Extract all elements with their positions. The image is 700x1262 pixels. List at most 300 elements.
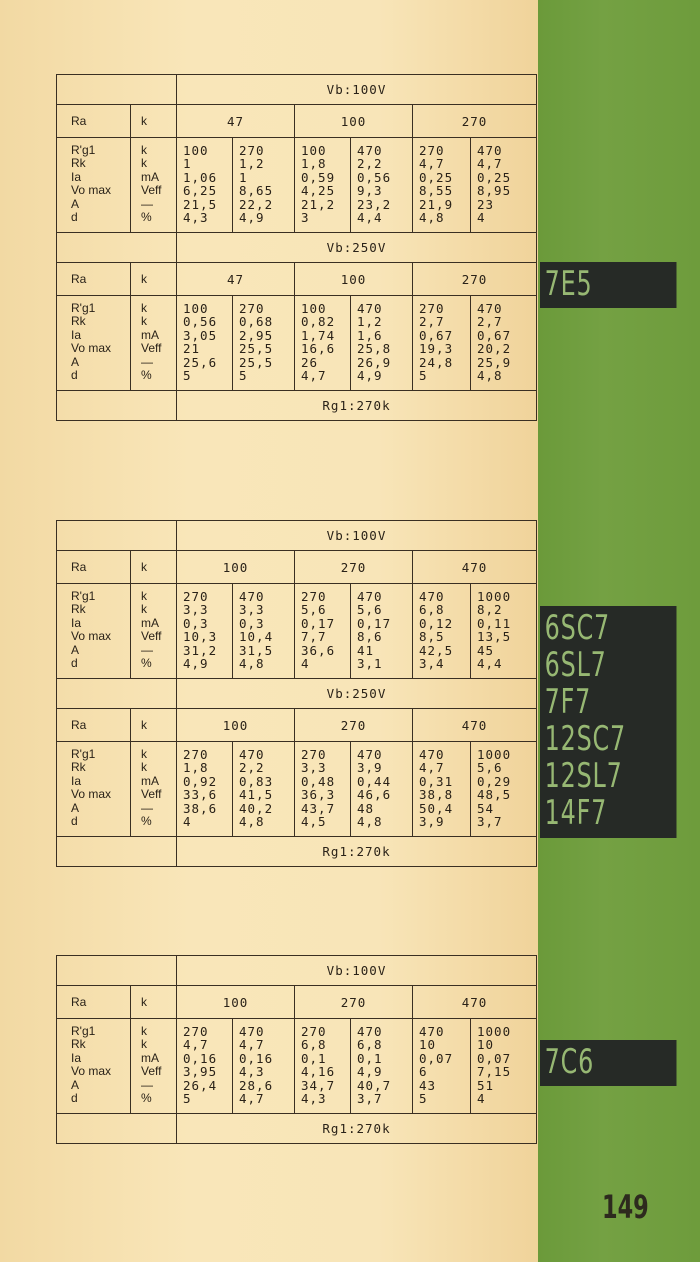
value-cell: 6,8 (357, 1037, 383, 1053)
parameter-unit: k (141, 1037, 147, 1052)
value-cell: 0,1 (357, 1050, 383, 1066)
value-cell: 100 (301, 143, 327, 158)
value-cell: 1,74 (301, 327, 336, 343)
value-column (295, 742, 351, 837)
value-cell: 25,8 (357, 341, 392, 357)
value-cell: 38,8 (419, 787, 454, 803)
value-cell: 0,17 (301, 615, 336, 631)
value-cell: 470 (239, 1024, 265, 1039)
k-unit-label: k (131, 551, 177, 584)
value-cell: 0,59 (301, 169, 336, 185)
parameter-units (131, 584, 177, 679)
parameter-unit: k (141, 143, 147, 157)
tube-type-label: 14F7 (544, 793, 608, 833)
ra-value-header: 470 (413, 709, 537, 742)
value-cell: 3,3 (301, 760, 327, 776)
supply-voltage-header: Vb:100V (177, 956, 537, 986)
parameter-unit: mA (141, 169, 159, 184)
value-cell: 470 (357, 301, 383, 316)
grid-resistor-footer: Rg1:270k (177, 391, 537, 421)
parameter-unit: mA (141, 327, 159, 342)
value-cell: 4,9 (239, 210, 265, 226)
value-cell: 4,9 (357, 368, 383, 384)
parameter-label: Ia (71, 1050, 82, 1065)
value-column (233, 584, 295, 679)
parameter-label: R'g1 (71, 1024, 96, 1038)
value-cell: 10,4 (239, 629, 274, 645)
value-cell: 10,3 (183, 629, 218, 645)
value-cell: 470 (357, 1024, 383, 1039)
ra-value-header: 47 (177, 263, 295, 296)
value-cell: 8,2 (477, 602, 503, 618)
value-cell: 40,2 (239, 800, 274, 816)
value-cell: 4,8 (419, 210, 445, 226)
k-unit-label: k (131, 263, 177, 296)
value-cell: 0,25 (419, 169, 454, 185)
value-column (413, 138, 471, 233)
ra-value-header: 270 (295, 551, 413, 584)
value-column (295, 138, 351, 233)
parameter-label: d (71, 368, 78, 383)
value-cell: 34,7 (301, 1077, 336, 1093)
value-cell: 3,3 (183, 602, 209, 618)
value-cell: 36,3 (301, 787, 336, 803)
parameter-unit: mA (141, 1050, 159, 1065)
parameter-unit: k (141, 1024, 147, 1038)
value-cell: 23 (477, 196, 495, 212)
value-cell: 25,5 (239, 354, 274, 370)
tube-type-label: 7E5 (544, 264, 593, 304)
value-cell: 41 (357, 642, 375, 658)
parameter-unit: Veff (141, 629, 162, 644)
parameter-unit: k (141, 747, 147, 761)
parameter-unit: k (141, 760, 147, 775)
value-cell: 3,9 (357, 760, 383, 776)
value-cell: 470 (419, 747, 445, 762)
value-column (177, 138, 233, 233)
value-column (177, 1019, 233, 1114)
parameter-label: Rk (71, 760, 86, 775)
value-cell: 36,6 (301, 642, 336, 658)
value-cell: 46,6 (357, 787, 392, 803)
parameter-label: Ia (71, 327, 82, 342)
parameter-unit: — (141, 196, 153, 211)
value-cell: 33,6 (183, 787, 218, 803)
value-cell: 4 (477, 1091, 486, 1107)
k-unit-label: k (131, 986, 177, 1019)
value-cell: 8,6 (357, 629, 383, 645)
value-cell: 51 (477, 1077, 495, 1093)
value-cell: 470 (357, 143, 383, 158)
value-column (233, 1019, 295, 1114)
value-column (471, 138, 537, 233)
supply-voltage-header: Vb:250V (177, 679, 537, 709)
value-cell: 270 (419, 301, 445, 316)
parameter-unit: k (141, 589, 147, 603)
value-cell: 0,11 (477, 615, 512, 631)
value-cell: 3,7 (477, 814, 503, 830)
value-cell: 1,8 (301, 156, 327, 172)
parameter-unit: % (141, 210, 152, 225)
parameter-labels (57, 1019, 131, 1114)
ra-value-header: 270 (413, 263, 537, 296)
value-cell: 5,6 (477, 760, 503, 776)
tube-type-label: 6SL7 (544, 645, 607, 685)
value-cell: 4,8 (477, 368, 503, 384)
value-cell: 270 (419, 143, 445, 158)
value-cell: 1,8 (183, 760, 209, 776)
value-cell: 25,6 (183, 354, 218, 370)
value-cell: 21,9 (419, 196, 454, 212)
value-cell: 1 (239, 169, 248, 185)
value-cell: 0,83 (239, 773, 274, 789)
tube-type-label: 12SL7 (544, 756, 623, 796)
ra-value-header: 100 (177, 709, 295, 742)
parameter-label: Ia (71, 773, 82, 788)
value-cell: 0,07 (419, 1050, 454, 1066)
parameter-labels (57, 296, 131, 391)
parameter-label: d (71, 814, 78, 829)
value-cell: 0,67 (419, 327, 454, 343)
value-column (413, 1019, 471, 1114)
parameter-label: A (71, 800, 80, 815)
value-cell: 270 (301, 589, 327, 604)
parameter-label: Vo max (71, 1064, 112, 1079)
value-cell: 0,16 (239, 1050, 274, 1066)
value-cell: 3,05 (183, 327, 218, 343)
supply-voltage-header: Vb:100V (177, 75, 537, 105)
value-cell: 1,06 (183, 169, 218, 185)
value-cell: 470 (477, 143, 503, 158)
k-unit-label: k (131, 709, 177, 742)
value-cell: 41,5 (239, 787, 274, 803)
value-cell: 10 (477, 1037, 495, 1053)
parameter-unit: — (141, 800, 153, 815)
ra-label: Ra (57, 105, 131, 138)
parameter-unit: k (141, 156, 147, 171)
parameter-units (131, 138, 177, 233)
ra-label: Ra (57, 263, 131, 296)
value-cell: 42,5 (419, 642, 454, 658)
parameter-label: Ia (71, 169, 82, 184)
value-column (471, 742, 537, 837)
ra-label: Ra (57, 986, 131, 1019)
value-cell: 2,7 (419, 314, 445, 330)
value-cell: 5 (183, 368, 192, 384)
value-cell: 21 (183, 341, 201, 357)
value-cell: 6,25 (183, 183, 218, 199)
value-column (295, 1019, 351, 1114)
parameter-label: R'g1 (71, 301, 96, 315)
value-cell: 50,4 (419, 800, 454, 816)
ra-value-header: 100 (295, 263, 413, 296)
value-cell: 38,6 (183, 800, 218, 816)
value-cell: 4,7 (239, 1037, 265, 1053)
value-cell: 470 (357, 747, 383, 762)
ra-value-header: 100 (295, 105, 413, 138)
parameter-label: Vo max (71, 629, 112, 644)
value-cell: 26,9 (357, 354, 392, 370)
value-cell: 4 (477, 210, 486, 226)
tube-data-table (56, 520, 537, 867)
parameter-labels (57, 742, 131, 837)
value-cell: 0,56 (357, 169, 392, 185)
value-column (471, 1019, 537, 1114)
value-cell: 0,44 (357, 773, 392, 789)
value-cell: 4,7 (419, 760, 445, 776)
value-cell: 4,8 (239, 656, 265, 672)
parameter-unit: % (141, 814, 152, 829)
value-cell: 3,9 (419, 814, 445, 830)
value-cell: 270 (239, 143, 265, 158)
value-cell: 4,3 (183, 210, 209, 226)
value-cell: 3,4 (419, 656, 445, 672)
value-cell: 4 (183, 814, 192, 830)
value-cell: 1,2 (357, 314, 383, 330)
tube-type-label: 12SC7 (544, 719, 626, 759)
parameter-label: Ia (71, 615, 82, 630)
value-column (177, 742, 233, 837)
parameter-units (131, 742, 177, 837)
value-cell: 1000 (477, 589, 512, 604)
value-cell: 0,67 (477, 327, 512, 343)
tube-type-label: 6SC7 (544, 608, 610, 648)
parameter-label: R'g1 (71, 747, 96, 761)
value-column (351, 584, 413, 679)
value-cell: 270 (183, 1024, 209, 1039)
ra-value-header: 100 (177, 551, 295, 584)
value-cell: 26,4 (183, 1077, 218, 1093)
parameter-units (131, 296, 177, 391)
value-cell: 1000 (477, 1024, 512, 1039)
value-cell: 0,29 (477, 773, 512, 789)
value-cell: 4,4 (477, 656, 503, 672)
value-cell: 22,2 (239, 196, 274, 212)
parameter-unit: — (141, 354, 153, 369)
value-cell: 45 (477, 642, 495, 658)
value-cell: 31,5 (239, 642, 274, 658)
tube-tab-7c6 (540, 1040, 677, 1086)
value-cell: 7,15 (477, 1064, 512, 1080)
value-cell: 470 (357, 589, 383, 604)
value-cell: 3,95 (183, 1064, 218, 1080)
value-column (413, 742, 471, 837)
parameter-unit: mA (141, 615, 159, 630)
parameter-label: A (71, 354, 80, 369)
value-column (295, 584, 351, 679)
parameter-unit: — (141, 642, 153, 657)
parameter-unit: Veff (141, 341, 162, 356)
parameter-label: R'g1 (71, 143, 96, 157)
parameter-unit: Veff (141, 1064, 162, 1079)
value-cell: 4,7 (419, 156, 445, 172)
value-cell: 470 (419, 1024, 445, 1039)
value-cell: 4,8 (239, 814, 265, 830)
value-cell: 8,55 (419, 183, 454, 199)
value-cell: 3,3 (239, 602, 265, 618)
value-cell: 28,6 (239, 1077, 274, 1093)
value-cell: 4,16 (301, 1064, 336, 1080)
value-column (177, 584, 233, 679)
value-cell: 2,95 (239, 327, 274, 343)
value-cell: 6,8 (419, 602, 445, 618)
value-column (351, 296, 413, 391)
value-cell: 48,5 (477, 787, 512, 803)
value-cell: 54 (477, 800, 495, 816)
value-column (295, 296, 351, 391)
parameter-label: A (71, 642, 80, 657)
value-cell: 470 (419, 589, 445, 604)
value-cell: 0,31 (419, 773, 454, 789)
parameter-label: Rk (71, 602, 86, 617)
value-cell: 4,4 (357, 210, 383, 226)
value-cell: 6 (419, 1064, 428, 1080)
value-cell: 4,9 (357, 1064, 383, 1080)
value-cell: 3,7 (357, 1091, 383, 1107)
value-cell: 0,12 (419, 615, 454, 631)
value-cell: 4,7 (183, 1037, 209, 1053)
parameter-label: d (71, 656, 78, 671)
parameter-label: Rk (71, 156, 86, 171)
value-cell: 0,48 (301, 773, 336, 789)
value-cell: 0,16 (183, 1050, 218, 1066)
value-cell: 24,8 (419, 354, 454, 370)
value-cell: 10 (419, 1037, 437, 1053)
value-cell: 23,2 (357, 196, 392, 212)
value-cell: 48 (357, 800, 375, 816)
value-column (351, 1019, 413, 1114)
value-cell: 4,5 (301, 814, 327, 830)
ra-label: Ra (57, 551, 131, 584)
parameter-label: Rk (71, 1037, 86, 1052)
parameter-label: A (71, 1077, 80, 1092)
value-column (177, 296, 233, 391)
value-cell: 5 (419, 1091, 428, 1107)
value-cell: 5 (183, 1091, 192, 1107)
parameter-unit: — (141, 1077, 153, 1092)
value-cell: 40,7 (357, 1077, 392, 1093)
value-cell: 0,3 (183, 615, 209, 631)
value-column (233, 138, 295, 233)
ra-value-header: 47 (177, 105, 295, 138)
value-cell: 4,8 (357, 814, 383, 830)
grid-resistor-footer: Rg1:270k (177, 1114, 537, 1144)
value-cell: 1000 (477, 747, 512, 762)
value-column (471, 584, 537, 679)
value-cell: 0,92 (183, 773, 218, 789)
value-cell: 3,1 (357, 656, 383, 672)
parameter-unit: k (141, 301, 147, 315)
ra-label: Ra (57, 709, 131, 742)
ra-value-header: 100 (177, 986, 295, 1019)
value-cell: 0,82 (301, 314, 336, 330)
value-cell: 8,65 (239, 183, 274, 199)
value-column (413, 296, 471, 391)
value-cell: 5,6 (301, 602, 327, 618)
value-cell: 270 (183, 589, 209, 604)
value-cell: 21,2 (301, 196, 336, 212)
value-cell: 4 (301, 656, 310, 672)
parameter-label: Rk (71, 314, 86, 329)
value-cell: 4,3 (239, 1064, 265, 1080)
value-cell: 5,6 (357, 602, 383, 618)
value-cell: 20,2 (477, 341, 512, 357)
parameter-label: d (71, 1091, 78, 1106)
parameter-label: A (71, 196, 80, 211)
value-column (413, 584, 471, 679)
value-column (471, 296, 537, 391)
ra-value-header: 270 (413, 105, 537, 138)
parameter-label: Vo max (71, 787, 112, 802)
tube-type-label: 7C6 (544, 1042, 595, 1082)
value-cell: 9,3 (357, 183, 383, 199)
value-cell: 13,5 (477, 629, 512, 645)
parameter-unit: % (141, 1091, 152, 1106)
value-cell: 25,9 (477, 354, 512, 370)
value-cell: 21,5 (183, 196, 218, 212)
value-cell: 270 (183, 747, 209, 762)
parameter-unit: k (141, 602, 147, 617)
tube-data-table (56, 74, 537, 421)
parameter-labels (57, 138, 131, 233)
parameter-unit: k (141, 314, 147, 329)
value-cell: 0,3 (239, 615, 265, 631)
parameter-label: R'g1 (71, 589, 96, 603)
parameter-unit: mA (141, 773, 159, 788)
value-cell: 4,7 (477, 156, 503, 172)
value-cell: 16,6 (301, 341, 336, 357)
value-cell: 4,9 (183, 656, 209, 672)
value-cell: 1,2 (239, 156, 265, 172)
parameter-units (131, 1019, 177, 1114)
ra-value-header: 270 (295, 709, 413, 742)
value-column (233, 742, 295, 837)
parameter-label: Vo max (71, 183, 112, 198)
value-cell: 0,68 (239, 314, 274, 330)
value-cell: 270 (301, 1024, 327, 1039)
value-cell: 470 (239, 589, 265, 604)
value-cell: 470 (477, 301, 503, 316)
ra-value-header: 270 (295, 986, 413, 1019)
ra-value-header: 470 (413, 551, 537, 584)
value-cell: 4,25 (301, 183, 336, 199)
value-cell: 26 (301, 354, 319, 370)
parameter-unit: % (141, 368, 152, 383)
value-column (233, 296, 295, 391)
value-cell: 19,3 (419, 341, 454, 357)
value-cell: 0,1 (301, 1050, 327, 1066)
value-cell: 2,2 (357, 156, 383, 172)
supply-voltage-header: Vb:100V (177, 521, 537, 551)
value-cell: 43,7 (301, 800, 336, 816)
value-cell: 270 (239, 301, 265, 316)
value-cell: 100 (183, 143, 209, 158)
value-cell: 43 (419, 1077, 437, 1093)
value-column (351, 138, 413, 233)
tube-type-label: 7F7 (544, 682, 592, 722)
parameter-unit: % (141, 656, 152, 671)
value-cell: 4,7 (301, 368, 327, 384)
value-cell: 0,07 (477, 1050, 512, 1066)
parameter-unit: Veff (141, 787, 162, 802)
parameter-labels (57, 584, 131, 679)
ra-value-header: 470 (413, 986, 537, 1019)
value-cell: 6,8 (301, 1037, 327, 1053)
value-cell: 8,95 (477, 183, 512, 199)
value-cell: 270 (301, 747, 327, 762)
value-cell: 5 (419, 368, 428, 384)
value-cell: 25,5 (239, 341, 274, 357)
